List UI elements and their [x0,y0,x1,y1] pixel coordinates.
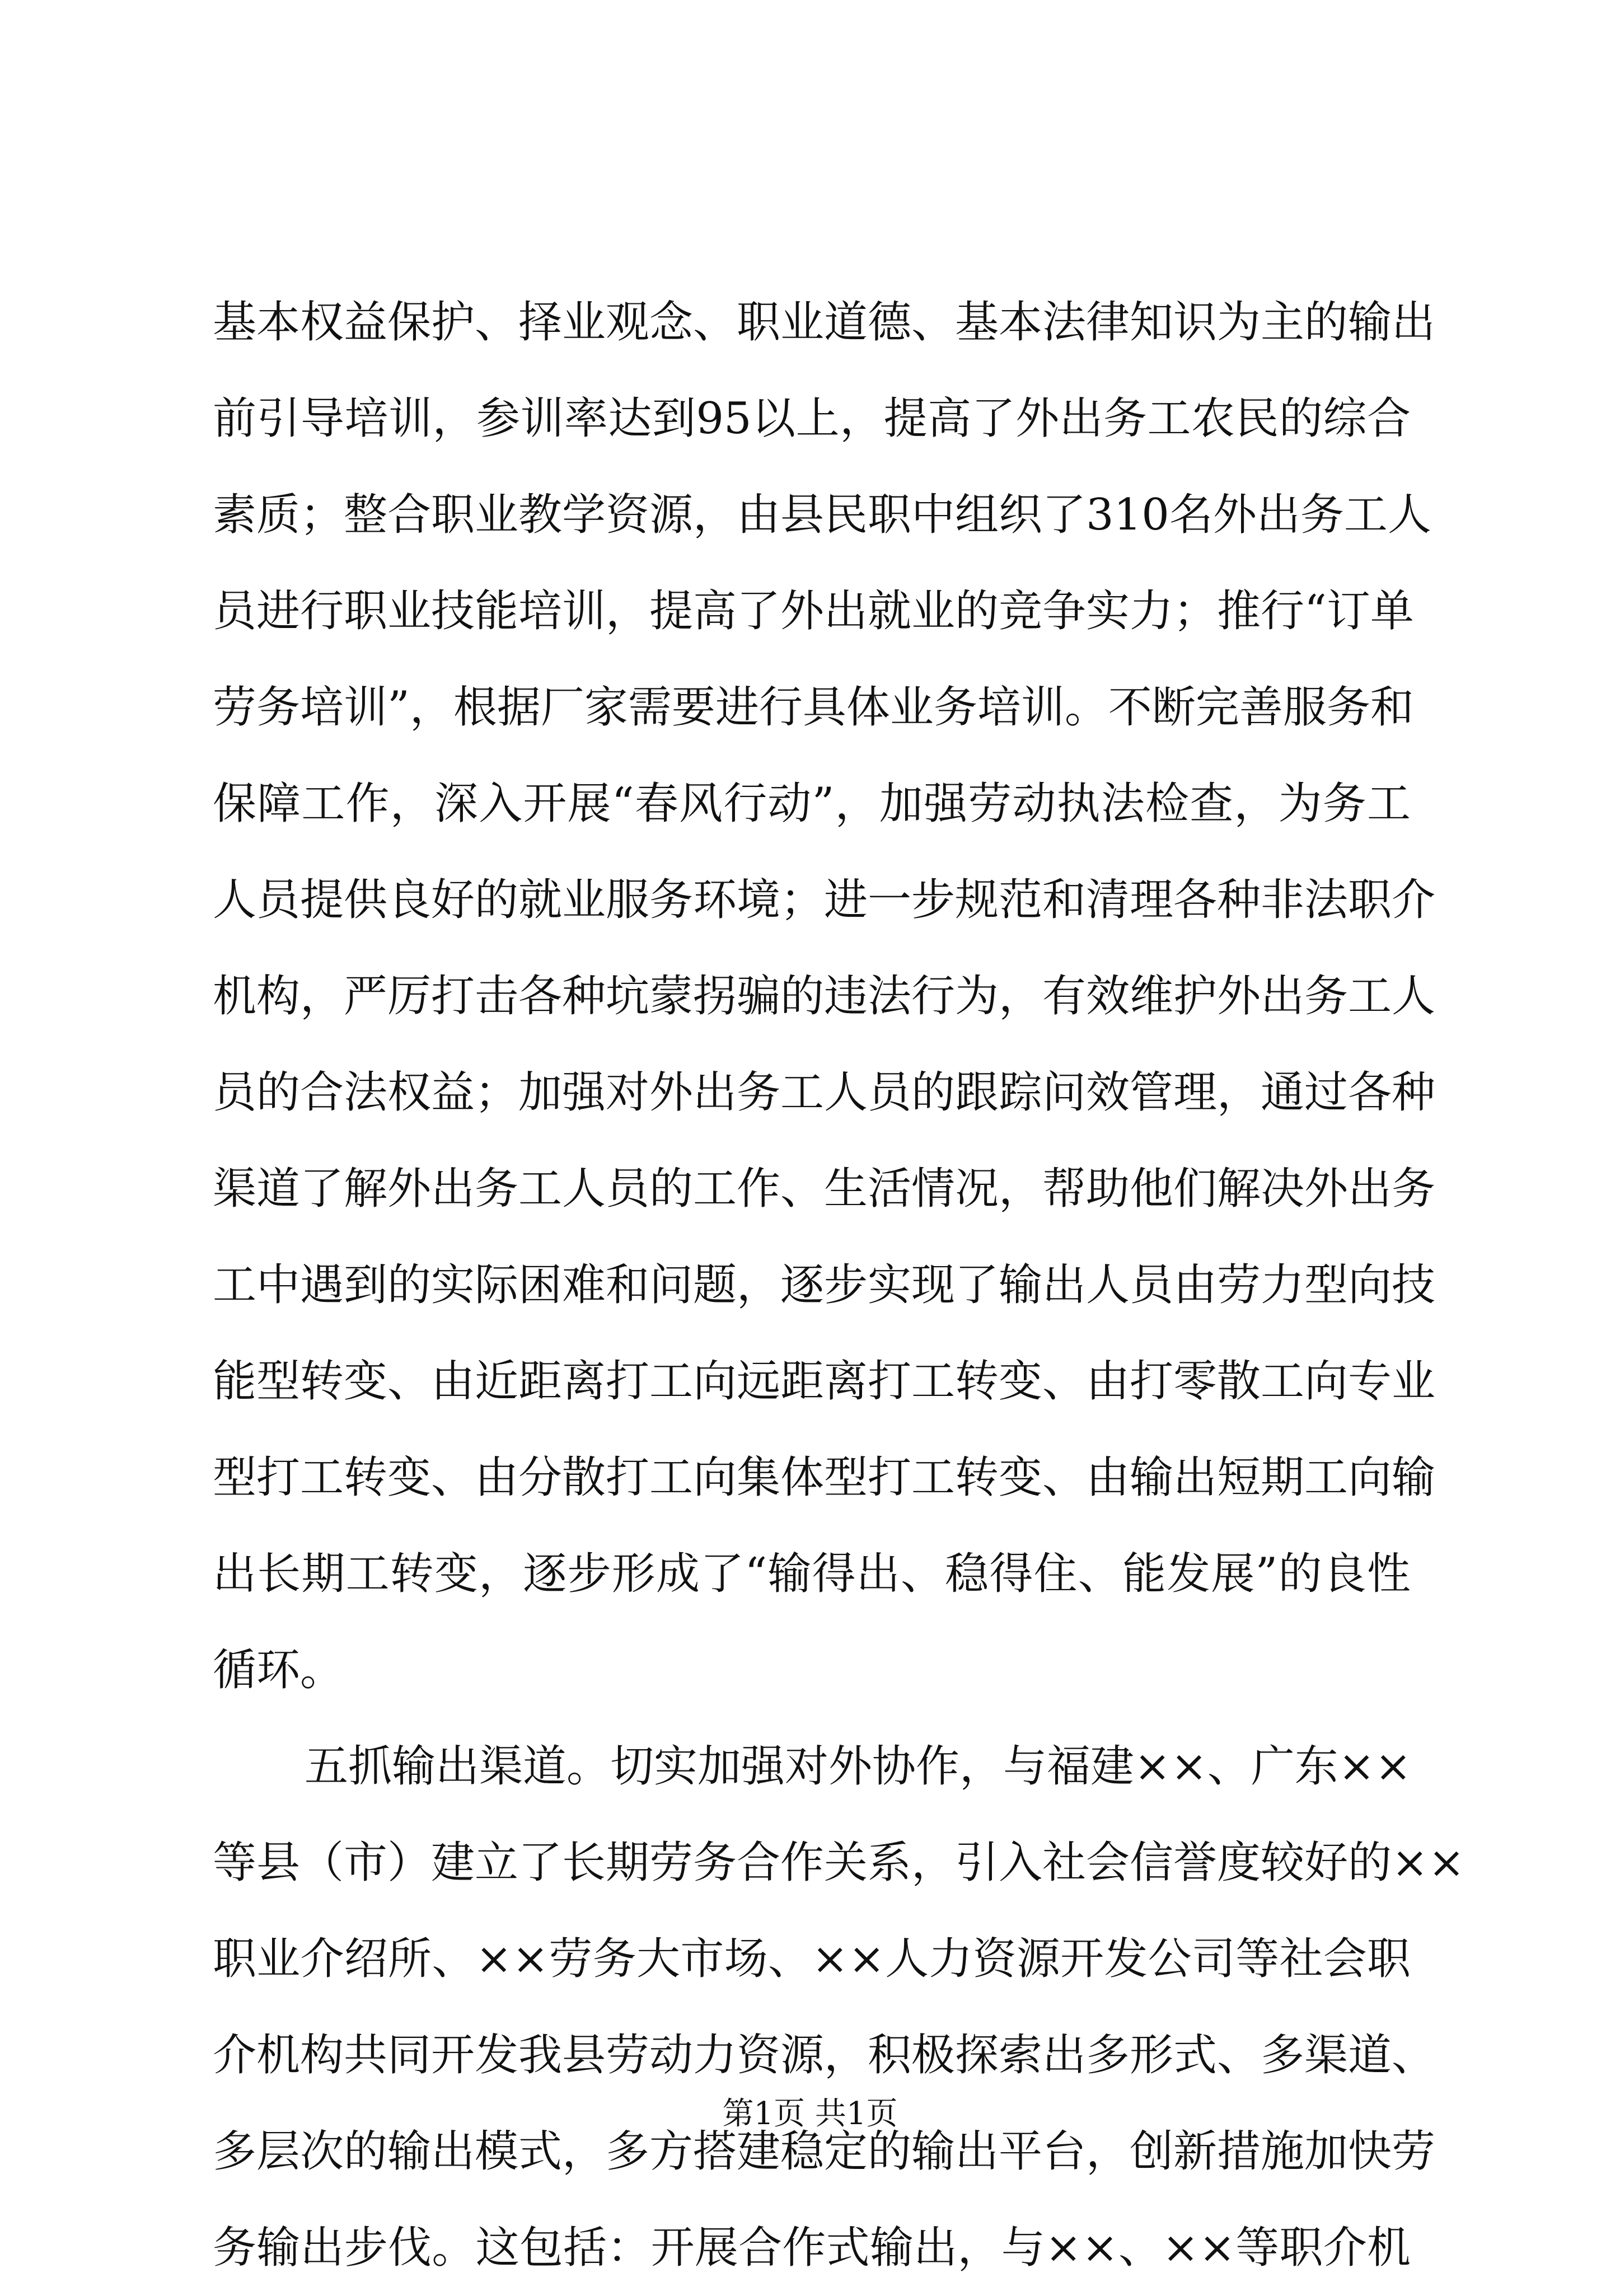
text-line: 机构，严厉打击各种坑蒙拐骗的违法行为，有效维护外出务工人 [213,971,1436,1022]
text-line: 保障工作，深入开展“春风行动”，加强劳动执法检查，为务工 [213,779,1411,829]
text-line: 前引导培训，参训率达到95以上，提高了外出务工农民的综合 [213,393,1411,444]
text-line: 多层次的输出模式，多方搭建稳定的输出平台，创新措施加快劳 [213,2126,1436,2177]
paragraph-1 [213,274,1436,1718]
text-line: 员进行职业技能培训，提高了外出就业的竞争实力；推行“订单 [213,586,1414,636]
text-line: 等县（市）建立了长期劳务合作关系，引入社会信誉度较好的×× [213,1838,1465,1888]
text-line: 型打工转变、由分散打工向集体型打工转变、由输出短期工向输 [213,1452,1436,1503]
text-line: 循环。 [213,1645,344,1695]
text-line: 渠道了解外出务工人员的工作、生活情况，帮助他们解决外出务 [213,1164,1436,1214]
text-line: 人员提供良好的就业服务环境；进一步规范和清理各种非法职介 [213,875,1436,925]
text-line: 素质；整合职业教学资源，由县民职中组织了310名外出务工人 [213,490,1431,540]
text-line: 基本权益保护、择业观念、职业道德、基本法律知识为主的输出 [213,297,1436,348]
text-line: 介机构共同开发我县劳动力资源，积极探索出多形式、多渠道、 [213,2030,1436,2081]
document-body [213,274,1465,2296]
text-line: 职业介绍所、××劳务大市场、××人力资源开发公司等社会职 [213,1934,1411,1984]
page-footer: 第1页 共1页 [722,2096,898,2132]
text-line: 员的合法权益；加强对外出务工人员的跟踪问效管理，通过各种 [213,1067,1436,1118]
text-line: 工中遇到的实际困难和问题，逐步实现了输出人员由劳力型向技 [213,1260,1436,1310]
paragraph-2 [213,1718,1465,2296]
text-line: 能型转变、由近距离打工向远距离打工转变、由打零散工向专业 [213,1356,1436,1407]
text-line: 出长期工转变，逐步形成了“输得出、稳得住、能发展”的良性 [213,1549,1411,1599]
text-line: 五抓输出渠道。切实加强对外协作，与福建××、广东×× [305,1741,1412,1792]
text-line: 务输出步伐。这包括：开展合作式输出，与××、××等职介机 [213,2223,1411,2273]
text-line: 劳务培训”，根据厂家需要进行具体业务培训。不断完善服务和 [213,682,1414,733]
